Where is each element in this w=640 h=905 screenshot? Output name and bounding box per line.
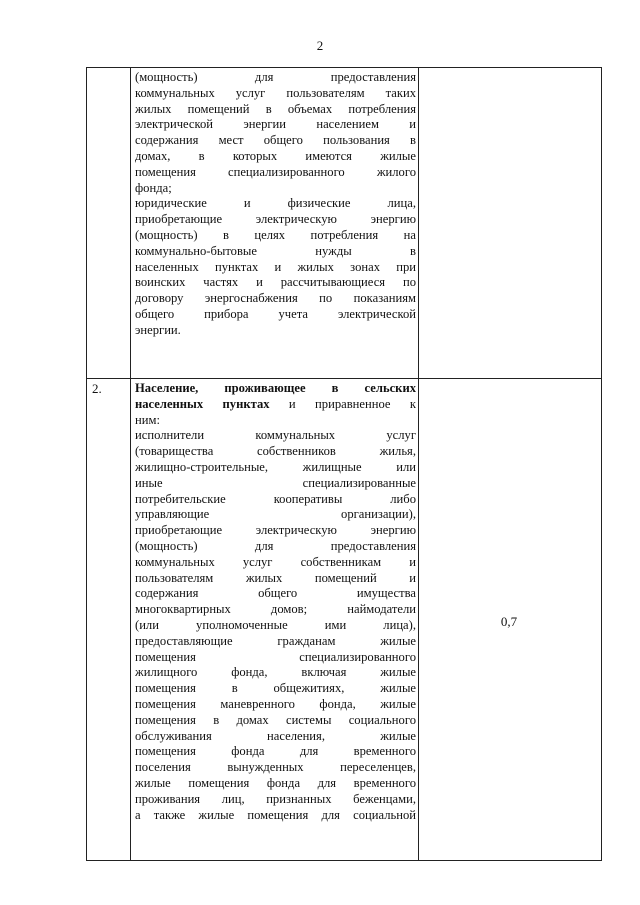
text-line: содержания мест общего пользования в bbox=[135, 133, 416, 148]
text-line: договору энергоснабжения по показаниям bbox=[135, 291, 416, 306]
heading-bold: населенных пунктах bbox=[135, 396, 270, 411]
page-number: 2 bbox=[316, 38, 324, 53]
text-line: приобретающие электрическую энергию bbox=[135, 212, 416, 227]
text-line: исполнители коммунальных услуг bbox=[135, 428, 416, 443]
text-line: энергии. bbox=[135, 322, 181, 337]
text-line: помещения в домах системы социального bbox=[135, 712, 416, 727]
table-left-border bbox=[86, 67, 87, 861]
table-bottom-border bbox=[86, 860, 602, 861]
table-column-divider-2 bbox=[418, 67, 419, 861]
row-2-value: 0,7 bbox=[500, 614, 518, 629]
text-line: помещения специализированного жилого bbox=[135, 164, 416, 179]
table-column-divider-1 bbox=[130, 67, 131, 861]
text-line: содержания общего имущества bbox=[135, 586, 416, 601]
text-line: пользователям жилых помещений и bbox=[135, 570, 416, 585]
text-line: а также жилые помещения для социальной bbox=[135, 807, 416, 822]
text-line: жилые помещения фонда для временного bbox=[135, 775, 416, 790]
text-line: обслуживания населения, жилые bbox=[135, 728, 416, 743]
text-line: жилищно-строительные, жилищные или bbox=[135, 459, 416, 474]
text-line: электрической энергии населением и bbox=[135, 117, 416, 132]
text-line: (мощность) в целях потребления на bbox=[135, 227, 416, 242]
text-line: многоквартирных домов; наймодатели bbox=[135, 602, 416, 617]
text-line: потребительские кооперативы либо bbox=[135, 491, 416, 506]
text-line: жилых помещений в объемах потребления bbox=[135, 101, 416, 116]
text-line: ним: bbox=[135, 412, 160, 427]
text-line: иные специализированные bbox=[135, 475, 416, 490]
heading-rest: и приравненное к bbox=[269, 396, 416, 411]
text-line: помещения специализированного bbox=[135, 649, 416, 664]
text-line: (или уполномоченные ими лица), bbox=[135, 617, 416, 632]
text-line: коммунальных услуг пользователям таких bbox=[135, 85, 416, 100]
text-line: (товарищества собственников жилья, bbox=[135, 444, 416, 459]
text-line: коммунально-бытовые нужды в bbox=[135, 243, 416, 258]
text-line: приобретающие электрическую энергию bbox=[135, 523, 416, 538]
text-line: (мощность) для предоставления bbox=[135, 538, 416, 553]
table-right-border bbox=[601, 67, 602, 861]
text-line: поселения вынужденных переселенцев, bbox=[135, 760, 416, 775]
text-line: проживания лиц, признанных беженцами, bbox=[135, 791, 416, 806]
text-line: коммунальных услуг собственникам и bbox=[135, 554, 416, 569]
table-row-divider bbox=[86, 378, 602, 379]
heading-line bbox=[135, 397, 416, 413]
text-line: фонда; bbox=[135, 180, 172, 195]
text-line: помещения маневренного фонда, жилые bbox=[135, 696, 416, 711]
heading-bold: Население, проживающее в сельских bbox=[135, 381, 416, 395]
text-line: помещения в общежитиях, жилые bbox=[135, 681, 416, 696]
text-line: предоставляющие гражданам жилые bbox=[135, 633, 416, 648]
text-line: помещения фонда для временного bbox=[135, 744, 416, 759]
text-line: жилищного фонда, включая жилые bbox=[135, 665, 416, 680]
row-1-description bbox=[135, 70, 416, 339]
row-2-description bbox=[135, 381, 416, 823]
text-line: юридические и физические лица, bbox=[135, 196, 416, 211]
table-top-border bbox=[86, 67, 602, 68]
text-line: населенных пунктах и жилых зонах при bbox=[135, 259, 416, 274]
text-line: управляющие организации), bbox=[135, 507, 416, 522]
text-line: общего прибора учета электрической bbox=[135, 306, 416, 321]
row-number: 2. bbox=[92, 381, 102, 396]
heading-line bbox=[135, 381, 416, 397]
text-line: (мощность) для предоставления bbox=[135, 70, 416, 84]
text-line: домах, в которых имеются жилые bbox=[135, 148, 416, 163]
text-line: воинских частях и рассчитывающиеся по bbox=[135, 275, 416, 290]
